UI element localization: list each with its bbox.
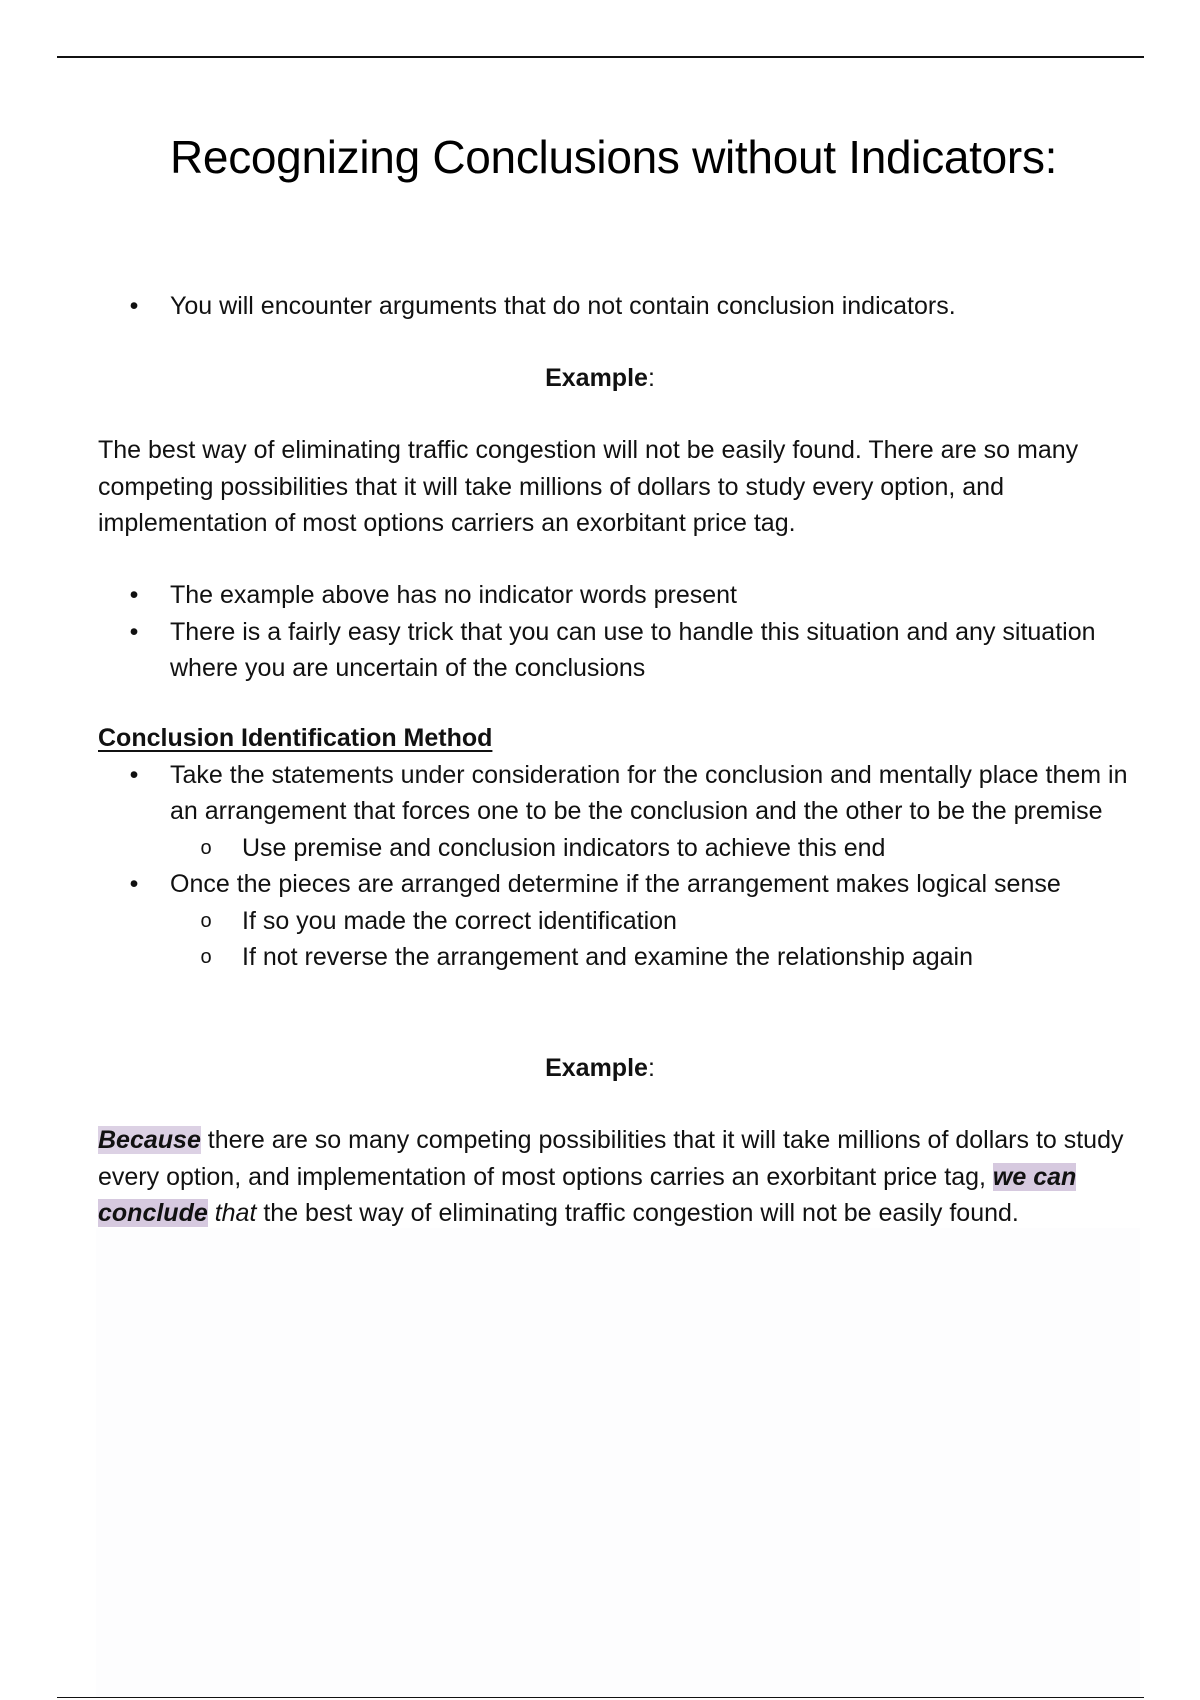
circle-bullet-icon: o bbox=[200, 836, 212, 859]
bullet-icon: • bbox=[129, 617, 139, 646]
conclusion-indicator-highlight: we can conclude bbox=[98, 1162, 1077, 1227]
page-shade bbox=[96, 1228, 1140, 1698]
sub-list-item bbox=[98, 830, 1138, 867]
bullet-icon: • bbox=[129, 760, 139, 789]
list-item bbox=[98, 577, 1138, 614]
bullet-icon: • bbox=[129, 870, 139, 898]
list-item-text: The example above has no indicator words present bbox=[170, 581, 737, 609]
observation-bullet-list bbox=[98, 577, 1138, 687]
example-paragraph: The best way of eliminating traffic congestion will not be easily found. There are so many competing possibilities that it will take millions of dollars to study every option, and implementation of most options carriers an exorbitant price tag. bbox=[98, 436, 1079, 537]
example-label-colon: : bbox=[647, 1054, 655, 1082]
list-item-text: Take the statements under consideration for the conclusion and mentally place them in an arrangement that forces one to be the conclusion and the other to be the premise bbox=[170, 760, 1128, 825]
example-label bbox=[0, 1050, 1200, 1087]
example-label-colon: : bbox=[647, 364, 655, 392]
top-rule bbox=[57, 56, 1144, 58]
example-label-text: Example bbox=[545, 364, 648, 392]
rewritten-example-paragraph bbox=[98, 1122, 1138, 1232]
list-item bbox=[98, 757, 1138, 830]
sub-list-item-text: If so you made the correct identification bbox=[242, 906, 677, 935]
sub-list-item-text: Use premise and conclusion indicators to achieve this end bbox=[242, 833, 886, 862]
premise-indicator-highlight: Because bbox=[98, 1126, 201, 1154]
example-label-text: Example bbox=[545, 1054, 648, 1082]
list-item bbox=[98, 288, 1138, 325]
sub-list-item bbox=[98, 903, 1138, 940]
sub-list-item bbox=[98, 939, 1138, 976]
intro-bullet-list bbox=[98, 288, 1138, 325]
list-item-text: There is a fairly easy trick that you can use to handle this situation and any situation where you are uncertain of the conclusions bbox=[170, 617, 1096, 682]
method-heading: Conclusion Identification Method bbox=[98, 724, 493, 752]
bullet-icon: • bbox=[129, 581, 139, 609]
conclusion-text: the best way of eliminating traffic congestion will not be easily found. bbox=[256, 1199, 1019, 1227]
list-item bbox=[98, 866, 1138, 903]
bottom-rule bbox=[57, 1697, 1144, 1698]
circle-bullet-icon: o bbox=[200, 946, 212, 968]
premise-text: there are so many competing possibilities that it will take millions of dollars to study every option, and implementation of most options carries an exorbitant price tag, bbox=[98, 1126, 1124, 1191]
list-item-text: Once the pieces are arranged determine if the arrangement makes logical sense bbox=[170, 870, 1061, 898]
list-item bbox=[98, 614, 1170, 687]
sub-list-item-text: If not reverse the arrangement and examine the relationship again bbox=[242, 943, 974, 971]
bullet-icon: • bbox=[129, 292, 139, 320]
method-section bbox=[98, 720, 1138, 976]
page-title: Recognizing Conclusions without Indicators: bbox=[170, 131, 1058, 183]
circle-bullet-icon: o bbox=[200, 909, 212, 932]
list-item-text: You will encounter arguments that do not contain conclusion indicators. bbox=[170, 292, 956, 320]
that-word: that bbox=[207, 1199, 257, 1227]
example-label bbox=[0, 360, 1200, 397]
